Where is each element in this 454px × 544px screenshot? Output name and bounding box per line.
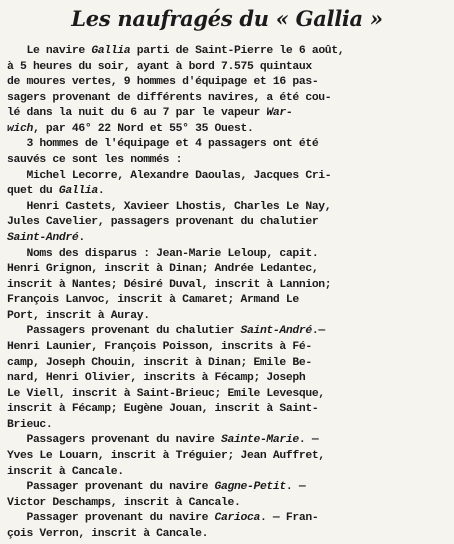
article-line xyxy=(7,184,447,200)
article-text: sagers provenant de différents navires, a été cou- xyxy=(7,91,332,104)
article-line xyxy=(7,231,447,247)
ship-name-text: Gagne-Petit xyxy=(214,481,286,494)
article-text: Passager provenant du navire xyxy=(7,481,215,494)
article-line xyxy=(7,433,447,449)
article-line xyxy=(7,262,447,278)
article-line xyxy=(7,418,447,434)
ship-name-text: Saint-André xyxy=(7,231,79,244)
article-text: . — xyxy=(285,481,306,494)
article-line xyxy=(7,511,447,527)
ship-name-text: War- xyxy=(266,107,293,120)
article-text: parti de Saint-Pierre le 6 août, xyxy=(130,45,345,57)
article-line xyxy=(7,75,447,91)
ship-name-text: Gallia xyxy=(58,185,98,198)
article-text: Henri Castets, Xavieer Lhostis, Charles Le Nay, xyxy=(7,200,332,213)
article-text: . xyxy=(78,231,85,244)
article-line xyxy=(7,387,447,403)
article-text: Brieuc. xyxy=(7,418,53,431)
article-text: Passager provenant du navire xyxy=(7,512,215,525)
article-line xyxy=(7,293,447,309)
article-text: Henri Launier, François Poisson, inscrits à Fé- xyxy=(7,340,312,353)
article-text: François Lanvoc, inscrit à Camaret; Armand Le xyxy=(7,294,299,307)
article-line xyxy=(7,169,447,185)
article-text: camp, Joseph Chouin, inscrit à Dinan; Emile Be- xyxy=(7,356,312,369)
article-text: . xyxy=(97,185,105,198)
article-text: .— xyxy=(311,325,325,338)
article-text: Yves Le Louarn, inscrit à Tréguier; Jean Auffret, xyxy=(7,450,325,463)
article-text: Le Viell, inscrit à Saint-Brieuc; Emile Levesque, xyxy=(7,387,325,400)
article-text: çois Verron, inscrit à Cancale. xyxy=(7,527,209,540)
article-text: Le navire xyxy=(7,45,92,57)
article-text: de moures vertes, 9 hommes d'équipage et 16 pas- xyxy=(7,76,319,89)
article-line xyxy=(7,44,447,60)
article-text: , par 46° 22 Nord et 55° 35 Ouest. xyxy=(32,122,254,135)
article-text: Passagers provenant du chalutier xyxy=(7,325,241,338)
article-line xyxy=(7,527,447,543)
article-line xyxy=(7,340,447,356)
ship-name-text: Carioca xyxy=(214,512,260,525)
article-text: Victor Deschamps, inscrit à Cancale. xyxy=(7,496,241,509)
article-text: . — Fran- xyxy=(259,512,319,525)
ship-name-text: Sainte-Marie xyxy=(221,434,299,447)
article-line xyxy=(7,91,447,107)
article-text: Port, inscrit à Auray. xyxy=(7,309,150,322)
article-body xyxy=(7,44,447,543)
article-text: . — xyxy=(298,434,319,447)
article-line xyxy=(7,449,447,465)
article-text: à 5 heures du soir, ayant à bord 7.575 quintaux xyxy=(7,60,312,73)
ship-name-text: Gallia xyxy=(91,45,131,57)
article-text: sauvés ce sont les nommés : xyxy=(7,154,183,167)
article-line xyxy=(7,465,447,481)
ship-name-text: Saint-André xyxy=(240,325,312,338)
article-text: quet du xyxy=(7,185,59,198)
ship-name-text: wich xyxy=(7,122,33,135)
article-line xyxy=(7,122,447,138)
article-line xyxy=(7,153,447,169)
article-line xyxy=(7,309,447,325)
article-line xyxy=(7,371,447,387)
article-text: Jules Cavelier, passagers provenant du chalutier xyxy=(7,216,319,229)
article-line xyxy=(7,402,447,418)
article-line xyxy=(7,324,447,340)
article-line xyxy=(7,247,447,263)
article-line xyxy=(7,480,447,496)
article-line xyxy=(7,60,447,76)
article-line xyxy=(7,356,447,372)
article-headline: Les naufragés du « Gallia » xyxy=(71,6,383,31)
article-text: Passagers provenant du navire xyxy=(7,434,222,447)
article-text: Henri Grignon, inscrit à Dinan; Andrée Ledantec, xyxy=(7,263,319,276)
article-line xyxy=(7,215,447,231)
article-text: nard, Henri Olivier, inscrits à Fécamp; Joseph xyxy=(7,372,306,385)
article-text: inscrit à Nantes; Désiré Duval, inscrit à Lannion; xyxy=(7,278,332,291)
article-text: Michel Lecorre, Alexandre Daoulas, Jacques Cri- xyxy=(7,169,332,182)
article-text: Noms des disparus : Jean-Marie Leloup, capit. xyxy=(7,247,319,260)
article-text: inscrit à Cancale. xyxy=(7,465,124,478)
article-line xyxy=(7,137,447,153)
article-line xyxy=(7,496,447,512)
article-text: inscrit à Fécamp; Eugène Jouan, inscrit à Saint- xyxy=(7,403,319,416)
article-line xyxy=(7,200,447,216)
article-text: 3 hommes de l'équipage et 4 passagers ont été xyxy=(7,138,319,151)
article-line xyxy=(7,106,447,122)
article-line xyxy=(7,278,447,294)
article-text: lé dans la nuit du 6 au 7 par le vapeur xyxy=(7,107,267,120)
